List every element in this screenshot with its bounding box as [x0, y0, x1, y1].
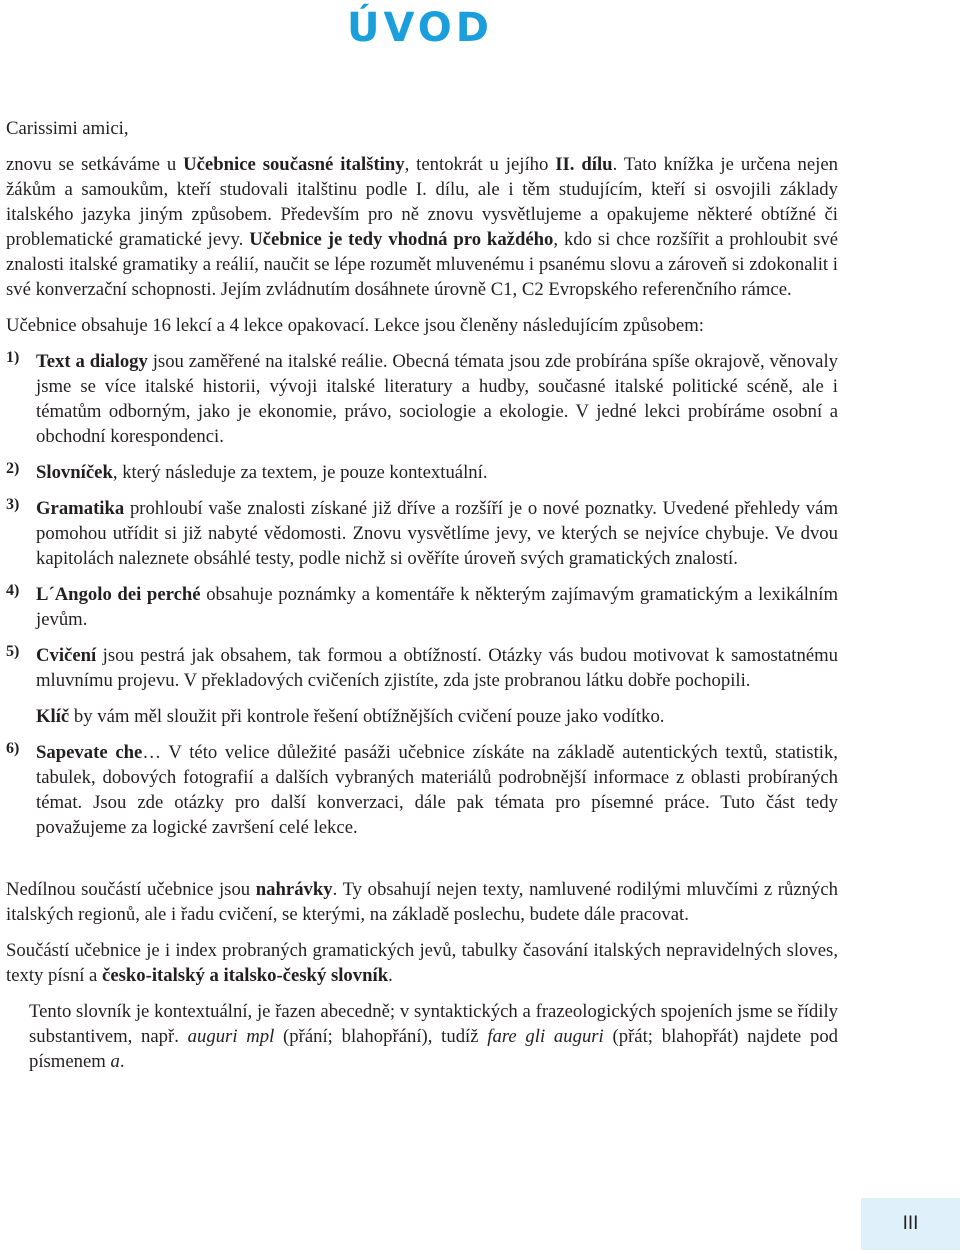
- text-run: … V této velice důležité pasáži učebnice získáte na základě autentických textů, statistik, tabulek, dobových fotografií a dalších vybraných materiálů podrobnější informace z oblasti probíraných témat. Jsou zde otázky pro další konverzaci, dále pak témata pro písemné práce. Tuto část tedy považujeme za logické završení celé lekce.: [36, 742, 838, 838]
- emphasis: Slovníček: [36, 462, 113, 483]
- text-run: Nedílnou součástí učebnice jsou: [6, 879, 256, 900]
- list-item: [6, 496, 838, 571]
- text-run: (přát; blahopřát) najdete pod písmenem: [29, 1026, 839, 1072]
- page-title: ÚVOD: [347, 5, 493, 51]
- italic-term: a: [110, 1051, 120, 1072]
- emphasis: Učebnice současné italštiny: [183, 154, 405, 175]
- text-run: znovu se setkáváme u: [6, 154, 184, 175]
- text-run: . Tato knížka je určena nejen žákům a samoukům, kteří studovali italštinu podle I. dílu, ale i těm studujícím, kteří si osvojili základy italského jazyka jiným způsobem. Především pro ně znovu vysvětlujeme a opakujeme některé obtížné či problematické gramatické jevy.: [6, 154, 838, 250]
- text-run: .: [119, 1051, 125, 1072]
- page-number-box: [861, 1198, 960, 1250]
- text-run: , tentokrát u jejího: [404, 154, 556, 175]
- text-run: . Ty obsahují nejen texty, namluvené rodilými mluvčími z různých italských regionů, ale i řadu cvičení, se kterými, na základě poslechu, budete dále pracovat.: [6, 879, 838, 925]
- greeting: Carissimi amici,: [6, 118, 129, 139]
- list-item: [6, 643, 838, 693]
- list-item: [6, 740, 838, 840]
- list-item: [6, 460, 838, 485]
- emphasis: Sapevate che: [36, 742, 143, 763]
- list-item: [6, 582, 838, 632]
- key-note: [36, 704, 838, 729]
- item-number: 1): [6, 349, 20, 366]
- item-text: [36, 643, 838, 693]
- list-item: [6, 349, 838, 449]
- italic-term: auguri mpl: [187, 1026, 275, 1047]
- text-run: by vám měl sloužit při kontrole řešení obtížnějších cvičení pouze jako vodítko.: [69, 706, 665, 727]
- emphasis: nahrávky: [255, 879, 333, 900]
- emphasis: II. dílu: [555, 154, 613, 175]
- emphasis: Text a dialogy: [36, 351, 148, 372]
- text-run: Tento slovník je kontextuální, je řazen abecedně; v syntaktických a frazeologických spojeních jsme se řídily substantivem, např.: [29, 1001, 838, 1047]
- page-number: III: [902, 1213, 919, 1234]
- item-text: [36, 740, 838, 840]
- emphasis: Učebnice je tedy vhodná pro každého: [249, 229, 554, 250]
- text-run: .: [388, 965, 393, 986]
- item-number: 3): [6, 496, 20, 513]
- emphasis: Klíč: [36, 706, 70, 727]
- contents-line: Učebnice obsahuje 16 lekcí a 4 lekce opakovací. Lekce jsou členěny následujícím způsobem:: [6, 315, 704, 336]
- text-run: (přání; blahopřání), tudíž: [274, 1026, 488, 1047]
- item-number: 6): [6, 740, 20, 757]
- item-text: [36, 349, 838, 449]
- emphasis: L´Angolo dei perché: [36, 584, 201, 605]
- index-paragraph: [6, 938, 838, 988]
- text-run: obsahuje poznámky a komentáře k některým zajímavým gramatickým a lexikálním jevům.: [36, 584, 838, 630]
- item-text: [36, 496, 838, 571]
- recordings-paragraph: [6, 877, 838, 927]
- item-text: [36, 582, 838, 632]
- emphasis: Gramatika: [36, 498, 125, 519]
- text-run: jsou pestrá jak obsahem, tak formou a obtížností. Otázky vás budou motivovat k samostatnému mluvnímu projevu. V překladových cvičeních zjistíte, zda jste probranou látku dobře pochopili.: [36, 645, 838, 691]
- text-run: , kdo si chce rozšířit a prohloubit své znalosti italské gramatiky a reálií, naučit se lépe rozumět mluvenému i psanému slovu a zároveň si zdokonalit i své konverzační schopnosti. Jejím zvládnutím dosáhnete úrovně C1, C2 Evropského referenčního rámce.: [6, 229, 838, 300]
- emphasis: Cvičení: [36, 645, 97, 666]
- item-number: 4): [6, 582, 20, 599]
- item-number: 2): [6, 460, 20, 477]
- text-run: jsou zaměřené na italské reálie. Obecná témata jsou zde probírána spíše okrajově, věnovaly jsme se více italské historii, vývoji italské literatury a hudby, současné italské politické scéně, ale i tématům odborným, jako je ekonomie, právo, sociologie a ekologie. V jedné lekci probíráme osobní a obchodní korespondenci.: [36, 351, 838, 447]
- dictionary-paragraph: [29, 999, 838, 1074]
- italic-term: fare gli auguri: [487, 1026, 604, 1047]
- item-text: [36, 460, 838, 485]
- emphasis: česko-italský a italsko-český slovník: [102, 965, 389, 986]
- text-run: , který následuje za textem, je pouze kontextuální.: [112, 462, 488, 483]
- text-run: prohloubí vaše znalosti získané již dříve a rozšíří je o nové poznatky. Uvedené přehledy vám pomohou utřídit si již nabyté vědomosti. Znovu vysvětlíme jevy, ve kterých se nejvíce chybuje. Ve dvou kapitolách naleznete obsáhlé testy, podle nichž si ověříte úroveň svých gramatických znalostí.: [36, 498, 838, 569]
- item-number: 5): [6, 643, 20, 660]
- text-run: Součástí učebnice je i index probraných gramatických jevů, tabulky časování italských nepravidelných sloves, texty písní a: [6, 940, 838, 986]
- intro-paragraph: [6, 152, 838, 302]
- body-text: [6, 116, 838, 1074]
